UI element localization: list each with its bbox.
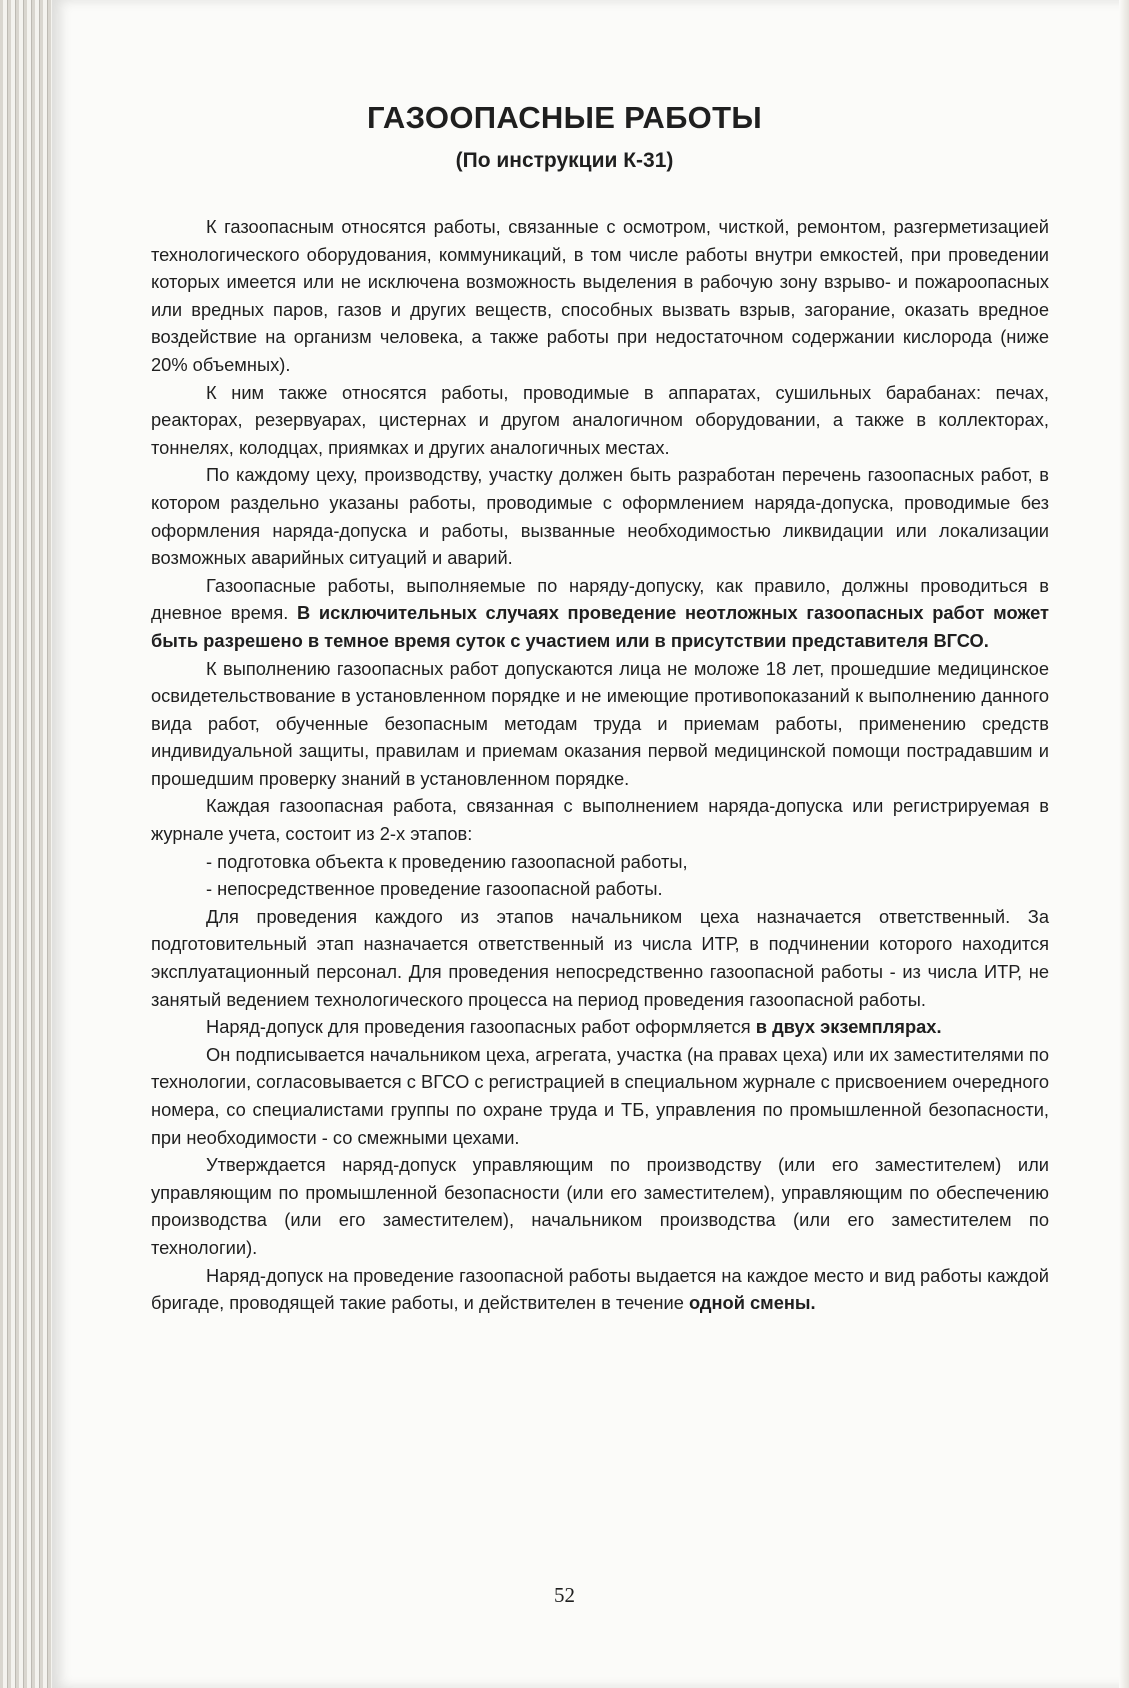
body-text — [151, 213, 1049, 1317]
list-item — [151, 875, 1049, 903]
paragraph-text: Наряд-допуск на проведение газоопасной работы выдается на каждое место и вид работы каждой бригаде, проводящей такие работы, и действителен в течение — [151, 1264, 1049, 1314]
paragraph-text: Утверждается наряд-допуск управляющим по производству (или его заместителем) или управляющим по промышленной безопасности (или его заместителем), управляющим по обеспечению производства (или его заместителем), начальником производства (или его заместителем по технологии). — [151, 1154, 1049, 1258]
paragraph-text: Он подписывается начальником цеха, агрегата, участка (на правах цеха) или их заместителями по технологии, согласовывается с ВГСО с регистрацией в специальном журнале с присвоением очередного номера, со специалистами группы по охране труда и ТБ, управления по промышленной безопасности, при необходимости - со смежными цехами. — [151, 1043, 1049, 1148]
paragraph — [151, 461, 1049, 571]
paragraph-bold-text: в двух экземплярах. — [755, 1016, 942, 1038]
paragraph — [151, 655, 1049, 793]
page-subtitle: (По инструкции К-31) — [455, 149, 674, 172]
paragraph — [151, 1041, 1049, 1151]
list-item — [151, 848, 1049, 876]
paragraph-text: Газоопасные работы, выполняемые по наряду-допуску, как правило, должны проводиться в дневное время. — [151, 574, 1049, 624]
paragraph-bold-text: одной смены. — [688, 1292, 816, 1314]
paragraph-text: Каждая газоопасная работа, связанная с выполнением наряда-допуска или регистрируемая в журнале учета, состоит из 2-х этапов: — [151, 795, 1049, 845]
paragraph-bold-text: В исключительных случаях проведение неотложных газоопасных работ может быть разрешено в темное время суток с участием или в присутствии представителя ВГСО. — [151, 602, 1049, 651]
paragraph-text: Наряд-допуск для проведения газоопасных работ оформляется — [206, 1016, 756, 1038]
paragraph-text: Для проведения каждого из этапов начальником цеха назначается ответственный. За подготовительный этап назначается ответственный из числа ИТР, в подчинении которого находится эксплуатационный персонал. Для проведения непосредственно газоопасной работы - из числа ИТР, не занятый ведением технологического процесса на период проведения газоопасной работы. — [151, 905, 1049, 1010]
paragraph — [151, 379, 1049, 462]
paragraph — [151, 1262, 1049, 1317]
paragraph-text: К выполнению газоопасных работ допускаются лица не моложе 18 лет, прошедшие медицинское освидетельствование в установленном порядке и не имеющие противопоказаний к выполнению данного вида работ, обученные безопасным методам труда и приемам работы, применению средств индивидуальной защиты, правилам и приемам оказания первой медицинской помощи пострадавшим и прошедшим проверку знаний в установленном порядке. — [151, 657, 1049, 789]
paragraph-text: К ним также относятся работы, проводимые в аппаратах, сушильных барабанах: печах, реакторах, резервуарах, цистернах и другом аналогичном оборудовании, а также в коллекторах, тоннелях, колодцах, приямках и других аналогичных местах. — [151, 381, 1049, 458]
sheet-right-shadow — [1119, 0, 1129, 1688]
paragraph — [151, 213, 1049, 379]
paragraph — [151, 1151, 1049, 1261]
paragraph — [151, 1013, 1049, 1041]
list-item-text: - подготовка объекта к проведению газоопасной работы, — [206, 850, 688, 872]
page-number: 52 — [554, 1583, 575, 1607]
page-stack-edge — [0, 0, 53, 1688]
list-item-text: - непосредственное проведение газоопасной работы. — [206, 878, 663, 900]
paragraph — [151, 792, 1049, 847]
paragraph — [151, 903, 1049, 1013]
page-title: ГАЗООПАСНЫЕ РАБОТЫ — [367, 100, 762, 135]
paragraph-text: По каждому цеху, производству, участку должен быть разработан перечень газоопасных работ, в котором раздельно указаны работы, проводимые с оформлением наряда-допуска, проводимые без оформления наряда-допуска и работы, вызванные необходимостью ликвидации или локализации возможных аварийных ситуаций и аварий. — [151, 464, 1049, 569]
paragraph-text: К газоопасным относятся работы, связанные с осмотром, чисткой, ремонтом, разгерметизацией технологического оборудования, коммуникаций, в том числе работы внутри емкостей, при проведении которых имеется или не исключена возможность выделения в рабочую зону взрыво- и пожароопасных или вредных паров, газов и других веществ, способных вызвать взрыв, загорание, оказать вредное воздействие на организм человека, а также работы при недостаточном содержании кислорода (ниже 20% объемных). — [151, 216, 1049, 375]
paragraph — [151, 572, 1049, 655]
